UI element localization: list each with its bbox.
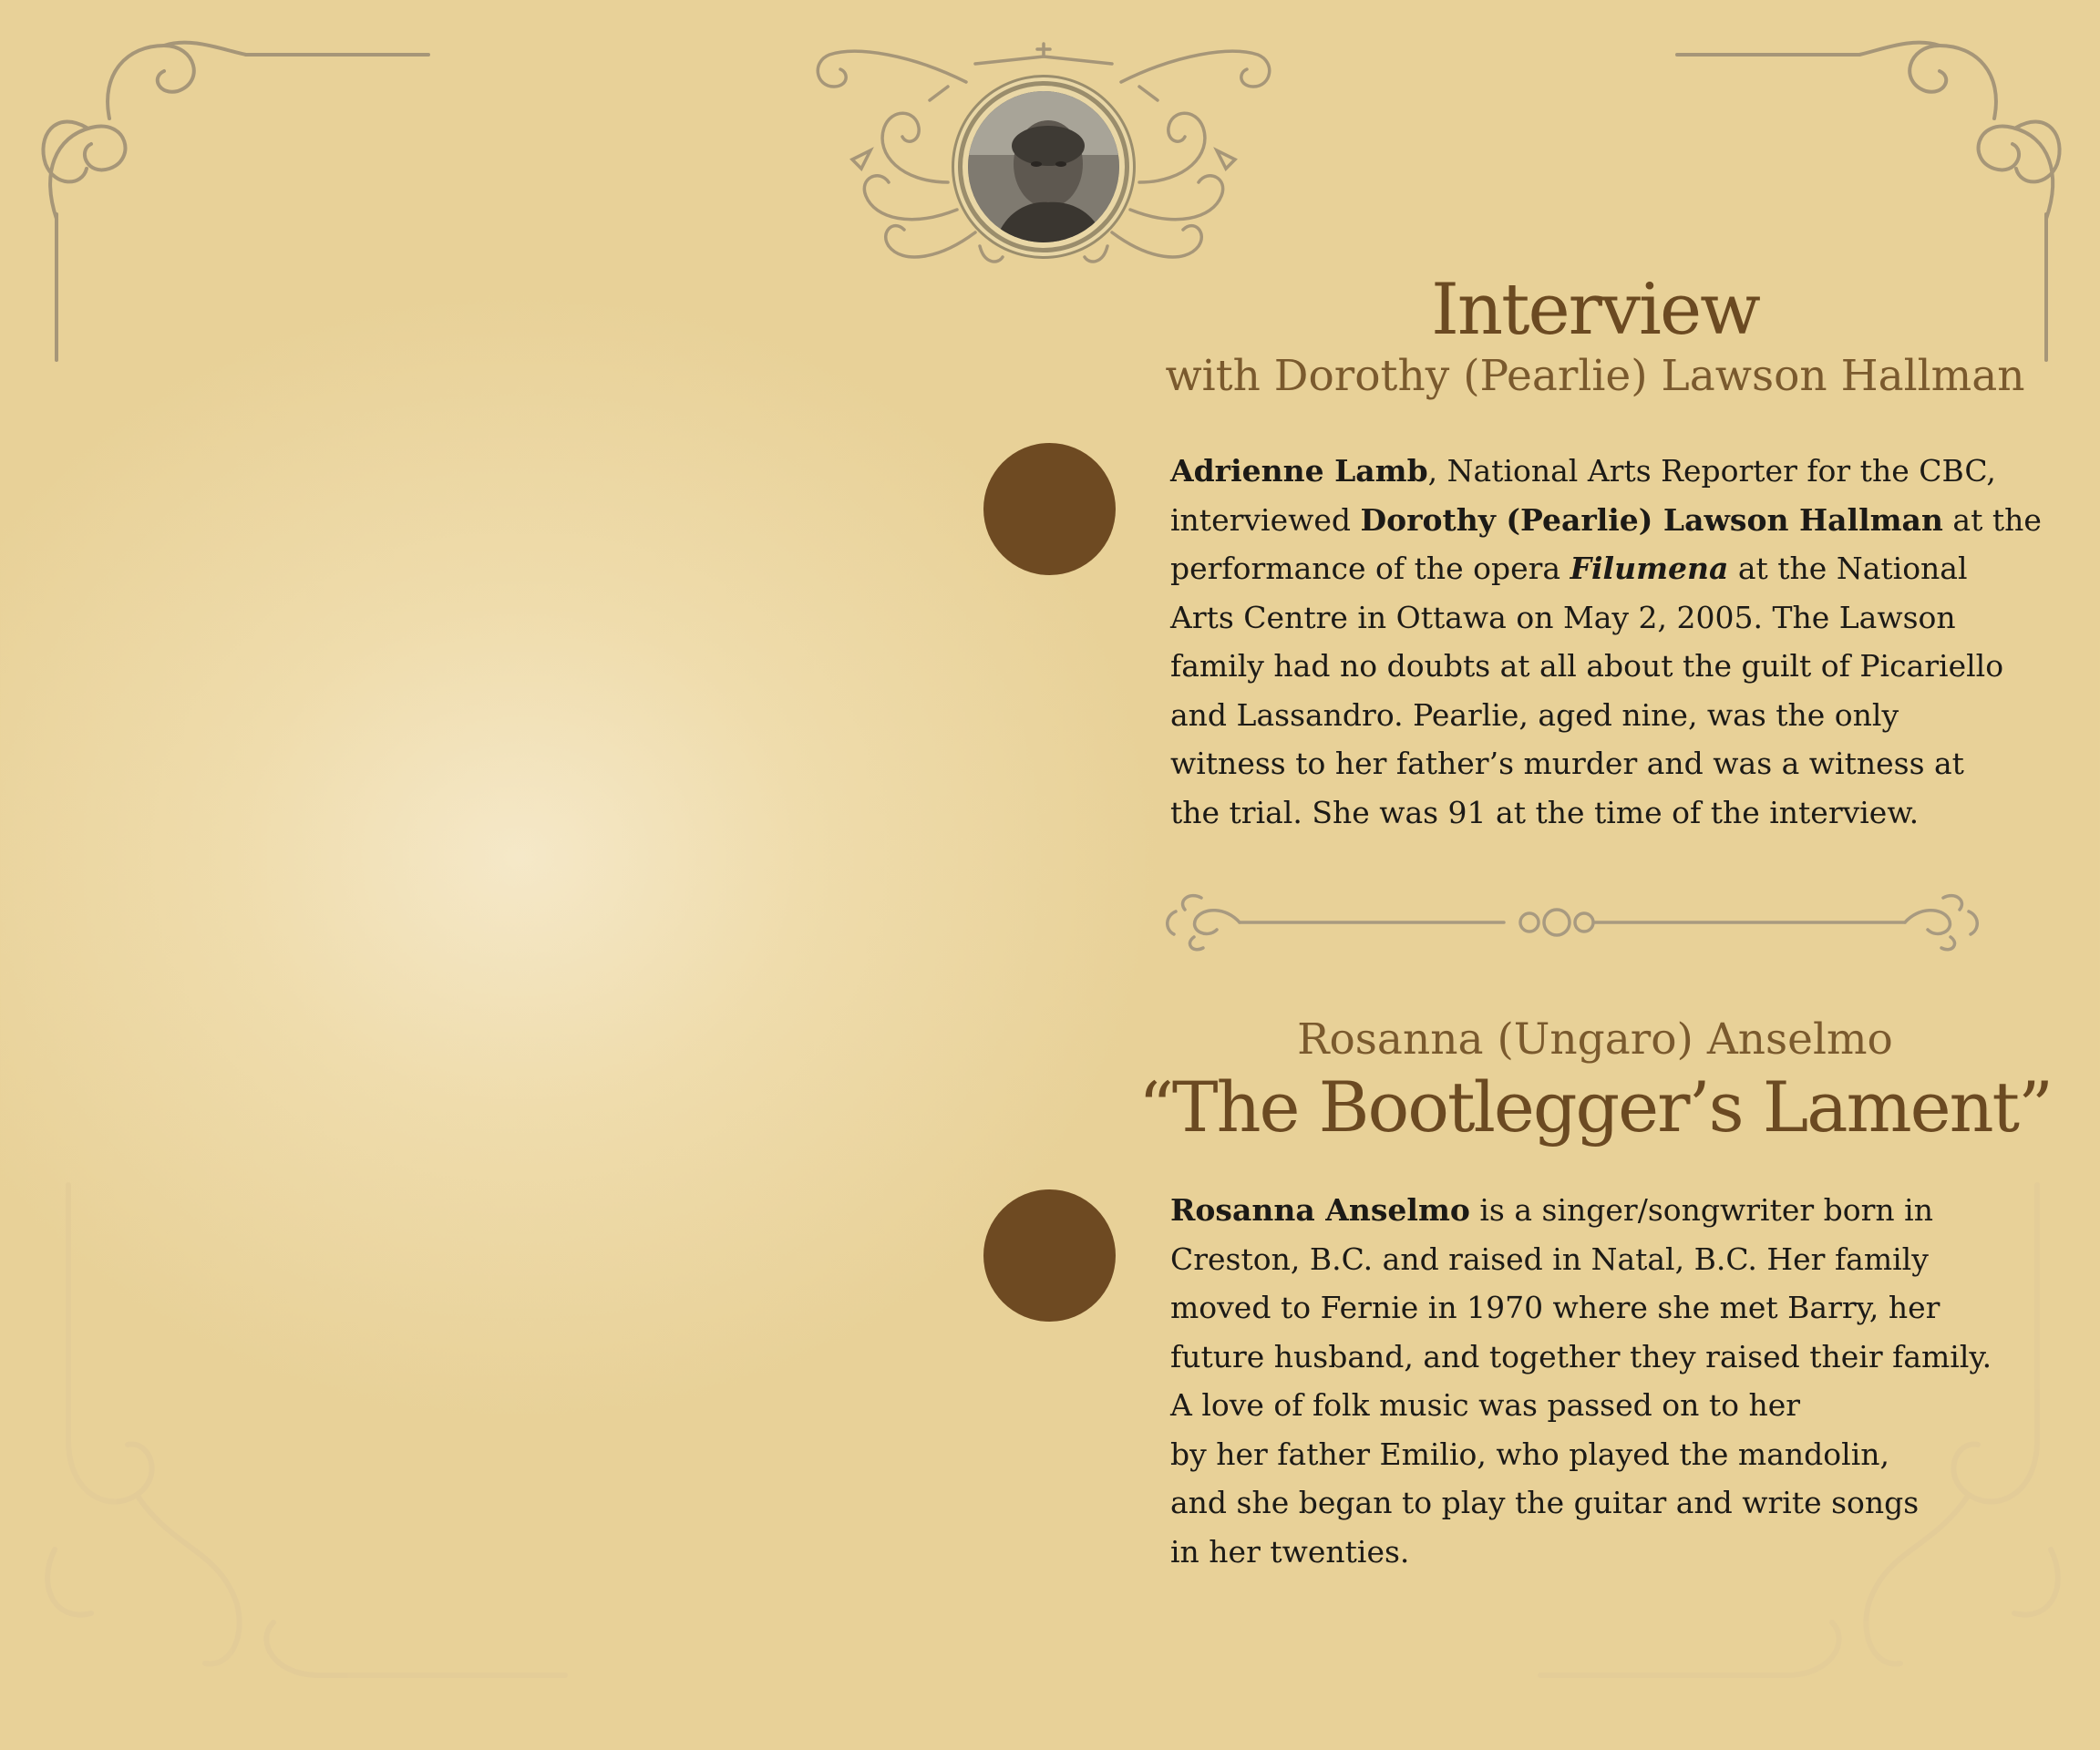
paragraph-line: Creston, B.C. and raised in Natal, B.C. Her family [1170,1240,1929,1277]
divider-ornament [1168,896,1978,950]
paragraph-line: in her twenties. [1170,1533,1410,1570]
artist-paragraph [1170,1186,2045,1576]
paragraph-line: A love of folk music was passed on to her [1170,1387,1801,1423]
portrait-photo [968,91,1119,242]
paragraph-line: interviewed Dorothy (Pearlie) Lawson Hallman at the [1170,501,2042,538]
paragraph-line: moved to Fernie in 1970 where she met Barry, her [1170,1290,1940,1325]
paragraph-line: the trial. She was 91 at the time of the interview. [1170,794,1920,830]
paragraph-line: performance of the opera Filumena at the National [1170,551,1968,586]
paragraph-line: and Lassandro. Pearlie, aged nine, was the only [1170,696,1899,733]
bullet-circle-2 [983,1189,1116,1322]
interview-title: Interview [1431,269,1759,351]
interview-subtitle: with Dorothy (Pearlie) Lawson Hallman [1165,351,2025,401]
paragraph-line: Adrienne Lamb, National Arts Reporter for the CBC, [1170,453,1996,489]
song-title: “The Bootlegger’s Lament” [1138,1066,2052,1148]
paragraph-line: future husband, and together they raised their family. [1170,1338,1992,1374]
bullet-circle-1 [983,443,1116,575]
paragraph-line: witness to her father’s murder and was a witness at [1170,746,1964,781]
paragraph-line: by her father Emilio, who played the mandolin, [1170,1436,1889,1472]
interview-paragraph [1170,447,2045,837]
paragraph-line: and she began to play the guitar and write songs [1170,1485,1920,1520]
paragraph-line: Rosanna Anselmo is a singer/songwriter born in [1170,1192,1933,1228]
paragraph-line: family had no doubts at all about the guilt of Picariello [1170,648,2004,684]
corner-ornament-top-left [57,55,428,360]
song-artist: Rosanna (Ungaro) Anselmo [1297,1014,1893,1065]
paragraph-line: Arts Centre in Ottawa on May 2, 2005. The Lawson [1170,599,1956,635]
